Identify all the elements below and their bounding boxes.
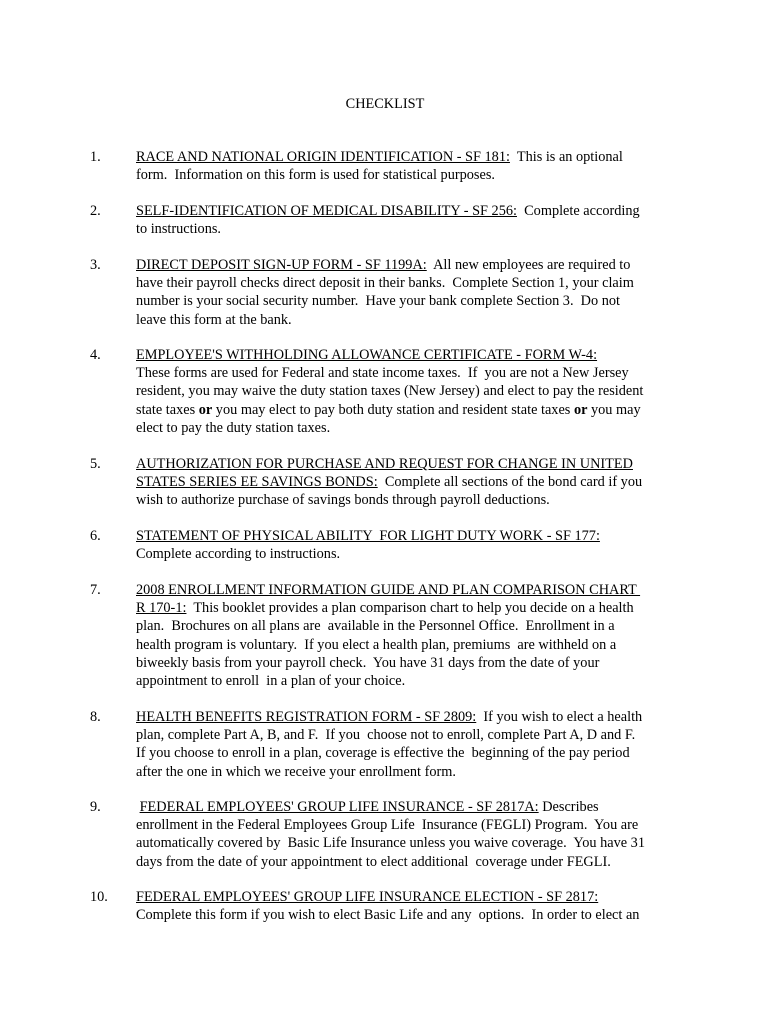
item-text-line [136, 672, 696, 690]
item-text-line [136, 527, 696, 545]
item-text-line [136, 798, 696, 816]
item-number: 3. [90, 257, 101, 273]
item-text: plan. Brochures on all plans are available in the Personnel Office. Enrollment in a [136, 618, 615, 635]
item-text-line [136, 220, 696, 238]
item-heading: RACE AND NATIONAL ORIGIN IDENTIFICATION - SF 181: [136, 149, 510, 165]
item-text-line [136, 906, 696, 924]
item-text-line [136, 763, 696, 781]
item-text-line [136, 853, 696, 871]
item-body [136, 256, 696, 329]
item-text: If you wish to elect a health [476, 709, 643, 725]
item-text-line [136, 256, 696, 274]
item-number: 5. [90, 456, 101, 472]
item-number: 10. [90, 889, 108, 905]
item-text: you may elect to pay both duty station and resident state taxes [212, 401, 574, 418]
item-text: you may [587, 401, 641, 418]
item-heading: EMPLOYEE'S WITHHOLDING ALLOWANCE CERTIFICATE - FORM W-4: [136, 347, 598, 363]
item-text-line [136, 599, 696, 617]
item-text: days from the date of your appointment to elect additional coverage under FEGLI. [136, 853, 611, 870]
item-text: enrollment in the Federal Employees Group Life Insurance (FEGLI) Program. You are [136, 817, 639, 834]
item-text: to instructions. [136, 221, 221, 238]
item-text: have their payroll checks direct deposit in their banks. Complete Section 1, your claim [136, 275, 634, 292]
item-text-line [136, 455, 696, 473]
item-text-line [136, 274, 696, 292]
item-heading: SELF-IDENTIFICATION OF MEDICAL DISABILITY - SF 256: [136, 203, 517, 219]
item-number: 2. [90, 203, 101, 219]
item-text-line [136, 491, 696, 509]
item-text-line [136, 364, 696, 382]
item-text: after the one in which we receive your enrollment form. [136, 763, 456, 780]
item-text: elect to pay the duty station taxes. [136, 419, 331, 436]
item-heading: R 170-1: [136, 600, 187, 617]
item-text: This booklet provides a plan comparison chart to help you decide on a health [186, 600, 634, 617]
item-text-line [136, 419, 696, 437]
item-text-line [136, 401, 696, 419]
item-text-line [136, 708, 696, 726]
item-number: 1. [90, 149, 101, 165]
item-text-line [136, 834, 696, 852]
item-text: Describes [538, 799, 599, 815]
emphasis-text: or [573, 401, 588, 418]
item-heading: DIRECT DEPOSIT SIGN-UP FORM - SF 1199A: [136, 257, 427, 273]
item-text: appointment to enroll in a plan of your choice. [136, 672, 406, 689]
item-body [136, 346, 696, 437]
item-text: Complete all sections of the bond card if you [377, 474, 643, 491]
item-number: 8. [90, 709, 101, 725]
item-text: leave this form at the bank. [136, 311, 292, 328]
item-text: If you choose to enroll in a plan, coverage is effective the beginning of the pay period [136, 745, 630, 762]
item-text: resident, you may waive the duty station taxes (New Jersey) and elect to pay the resident [136, 383, 644, 400]
item-text-line [136, 545, 696, 563]
item-text-line [136, 816, 696, 834]
item-text: state taxes [136, 401, 199, 418]
item-text: Complete according to instructions. [136, 546, 341, 563]
item-text-line [136, 617, 696, 635]
item-text: These forms are used for Federal and state income taxes. If you are not a New Jersey [136, 365, 629, 382]
page-title: CHECKLIST [345, 96, 425, 112]
item-text: form. Information on this form is used for statistical purposes. [136, 167, 495, 184]
item-heading: FEDERAL EMPLOYEES' GROUP LIFE INSURANCE ELECTION - SF 2817: [136, 889, 599, 905]
item-body [136, 708, 696, 781]
item-text: Complete according [516, 203, 640, 219]
item-text-line [136, 654, 696, 672]
item-heading: STATEMENT OF PHYSICAL ABILITY FOR LIGHT DUTY WORK - SF 177: [136, 528, 600, 544]
item-text: plan, complete Part A, B, and F. If you choose not to enroll, complete Part A, D and F. [136, 727, 636, 744]
item-text-line [136, 382, 696, 400]
item-text-line [136, 581, 696, 599]
item-body [136, 455, 696, 510]
item-number: 9. [90, 799, 101, 815]
item-number: 4. [90, 347, 101, 363]
item-heading: 2008 ENROLLMENT INFORMATION GUIDE AND PLAN COMPARISON CHART [136, 582, 641, 598]
item-number: 6. [90, 528, 101, 544]
item-text-line [136, 888, 696, 906]
item-text-line [136, 202, 696, 220]
item-text: health program is voluntary. If you elect a health plan, premiums are withheld on a [136, 636, 617, 653]
emphasis-text: or [198, 401, 213, 418]
item-heading: STATES SERIES EE SAVINGS BONDS: [136, 474, 378, 491]
item-text: number is your social security number. Have your bank complete Section 3. Do not [136, 293, 620, 310]
item-body [136, 798, 696, 871]
item-text: automatically covered by Basic Life Insurance unless you waive coverage. You have 31 [136, 835, 645, 852]
item-text-line [136, 292, 696, 310]
item-heading: HEALTH BENEFITS REGISTRATION FORM - SF 2809: [136, 709, 477, 725]
item-body [136, 527, 696, 563]
item-text-line [136, 166, 696, 184]
item-text: All new employees are required to [426, 257, 631, 273]
item-body [136, 888, 696, 924]
item-text-line [136, 148, 696, 166]
item-text-line [136, 744, 696, 762]
item-text-line [136, 346, 696, 364]
item-text-line [136, 473, 696, 491]
item-body [136, 148, 696, 184]
item-number: 7. [90, 582, 101, 598]
item-text: biweekly basis from your payroll check. You have 31 days from the date of your [136, 654, 600, 671]
item-text: wish to authorize purchase of savings bonds through payroll deductions. [136, 492, 550, 509]
item-text-line [136, 636, 696, 654]
item-text-line [136, 726, 696, 744]
item-body [136, 202, 696, 238]
item-text: Complete this form if you wish to elect Basic Life and any options. In order to elect an [136, 907, 640, 924]
item-heading: AUTHORIZATION FOR PURCHASE AND REQUEST FOR CHANGE IN UNITED [136, 456, 633, 472]
item-text: This is an optional [509, 149, 623, 165]
item-body [136, 581, 696, 690]
item-text-line [136, 311, 696, 329]
item-heading: FEDERAL EMPLOYEES' GROUP LIFE INSURANCE - SF 2817A: [139, 799, 539, 815]
